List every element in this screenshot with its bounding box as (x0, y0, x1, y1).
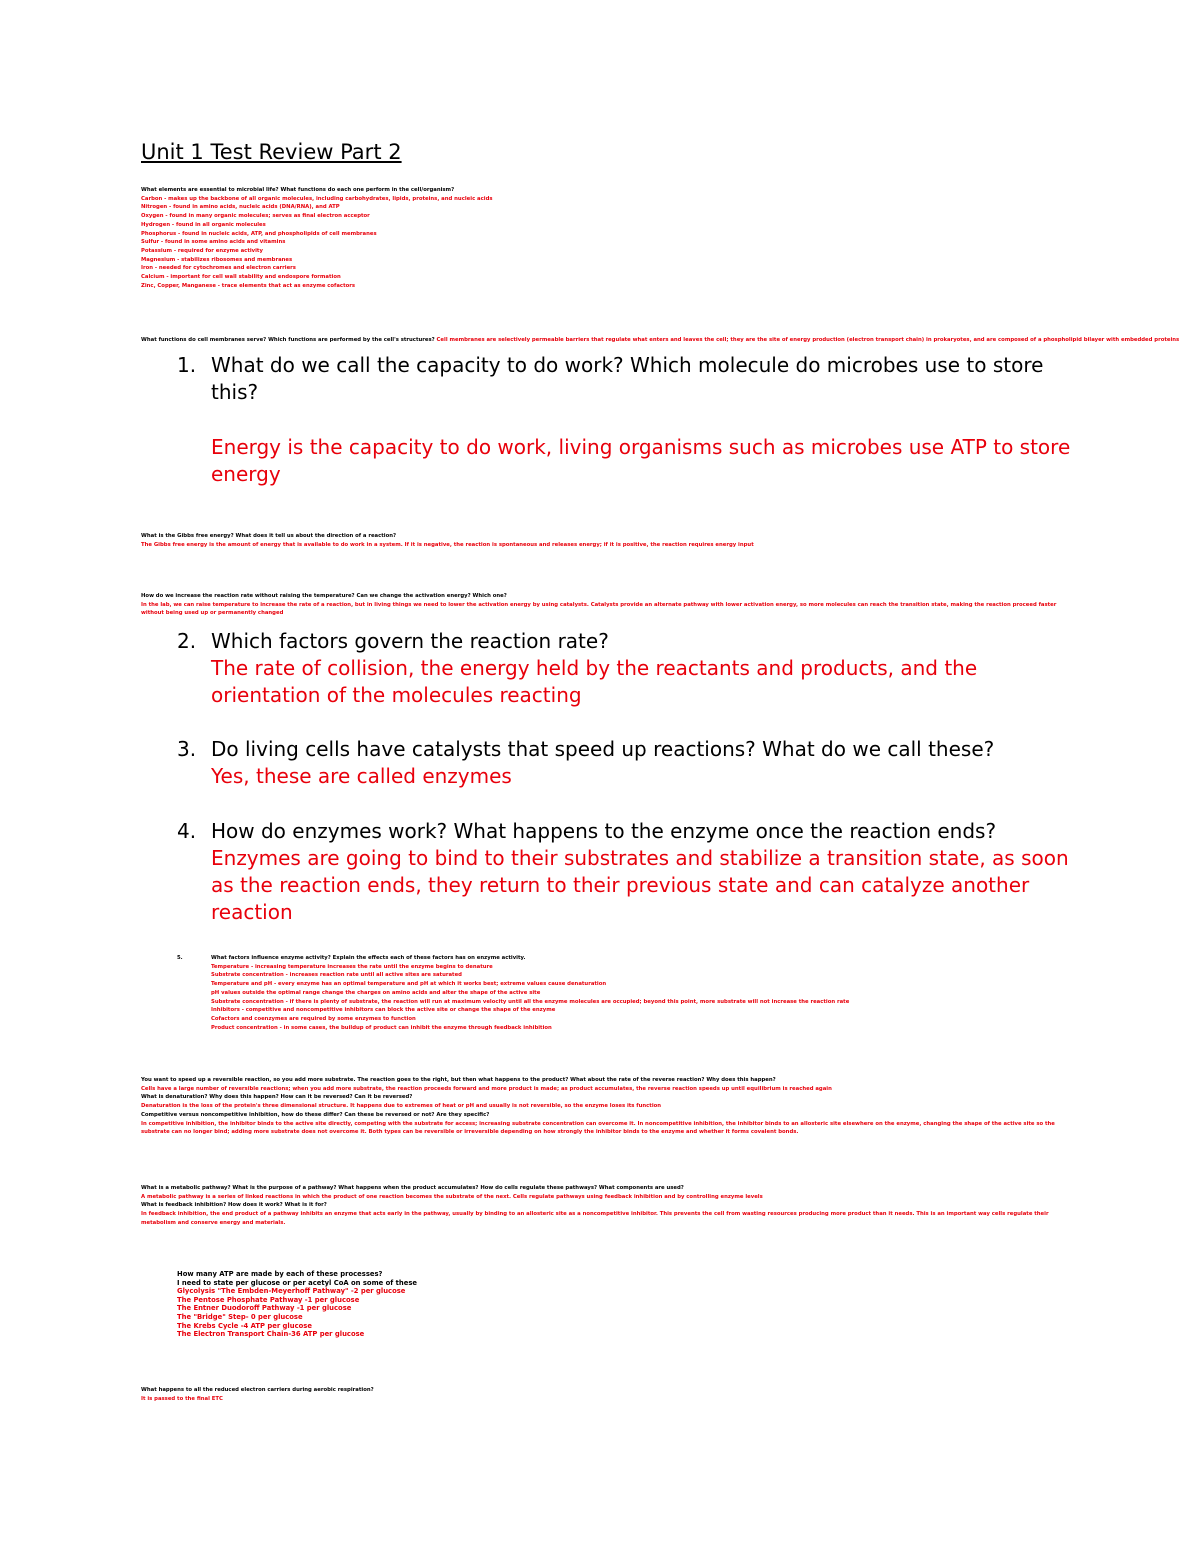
atp-item: The Pentose Phosphate Pathway -1 per glucose (177, 1295, 360, 1304)
elements-question: What elements are essential to microbial life? What functions do each one perform in the cell/organism? (141, 187, 455, 193)
question-number: 4. (177, 819, 197, 843)
pathway-answer: In feedback inhibition, the end product of a pathway inhibits an enzyme that acts early in the pathway, usually by binding to an allosteric site as a noncompetitive inhibitor. This prevents the cell from wasting resources producing more product than it needs. This is an important way cells regulate their metabolism and conserve energy and materials. (141, 1211, 1049, 1226)
question-text: What do we call the capacity to do work? Which molecule do microbes use to store this? (211, 353, 1044, 404)
elements-answer-line: Magnesium - stabilizes ribosomes and membranes (141, 256, 293, 263)
inhibition-answer: In competitive inhibition, the inhibitor binds to the active site directly, competing with the substrate for access; increasing substrate concentration can overcome it. In noncompetitive inhibition, the inhibitor binds to an allosteric site elsewhere on the enzyme, changing the shape of the active site so the substrate can no longer bind; adding more substrate does not overcome it. Both types can be reversible or irreversible depending on how strongly the inhibitor binds to the enzyme and whether it forms covalent bonds. (141, 1120, 1055, 1136)
question-number: 1. (177, 353, 197, 377)
membrane-answer: Cell membranes are selectively permeable barriers that regulate what enters and leaves the cell; they are the site of energy production (electron transport chain) in prokaryotes, and are composed of a phospholipid bilayer with embedded proteins (436, 337, 1180, 343)
answer-text: The rate of collision, the energy held by the reactants and products, and the orientation of the molecules reacting (211, 656, 978, 707)
gibbs-answer: The Gibbs free energy is the amount of energy that is available to do work in a system. If it is negative, the reaction is spontaneous and releases energy; if it is positive, the reaction requires energy input (141, 541, 754, 548)
elements-answer-line: Nitrogen - found in amino acids, nucleic acids (DNA/RNA), and ATP (141, 204, 340, 211)
answer-line: pH values outside the optimal range change the charges on amino acids and alter the shape of the active site (211, 989, 541, 996)
activation-answer: In the lab, we can raise temperature to increase the rate of a reaction, but in living things we need to lower the activation energy by using catalysts. Catalysts provide an alternate pathway with lower activation energy, so more molecules can reach the transition state, making the reaction proceed faster without being used up or permanently changed (141, 601, 1057, 617)
elements-answer-line: Iron - needed for cytochromes and electron carriers (141, 265, 296, 272)
elements-answer-line: Hydrogen - found in all organic molecules (141, 221, 266, 228)
elements-answer-line: Potassium - required for enzyme activity (141, 247, 263, 254)
atp-section (177, 1270, 577, 1339)
answer-text: Enzymes are going to bind to their substrates and stabilize a transition state, as soon as the reaction ends, they return to their previous state and can catalyze another reaction (211, 846, 1069, 924)
elements-answer-line: Phosphorus - found in nucleic acids, ATP, and phospholipids of cell membranes (141, 230, 377, 237)
pathway-question: What is feedback inhibition? How does it work? What is it for? (141, 1202, 327, 1209)
answer-line: Substrate concentration - if there is plenty of substrate, the reaction will run at maximum velocity until all the enzyme molecules are occupied; beyond this point, more substrate will not increase the reaction rate (211, 998, 850, 1005)
question-text: How do enzymes work? What happens to the enzyme once the reaction ends? (211, 819, 997, 843)
answer-line: Product concentration - in some cases, the buildup of product can inhibit the enzyme through feedback inhibition (211, 1024, 552, 1031)
answer-line: Temperature - increasing temperature increases the rate until the enzyme begins to denature (211, 963, 493, 970)
carrier-answer: It is passed to the final ETC (141, 1395, 223, 1402)
activation-energy-section (141, 592, 1061, 618)
question-text: Do living cells have catalysts that speed up reactions? What do we call these? (211, 737, 995, 761)
elements-answer-line: Oxygen - found in many organic molecules; serves as final electron acceptor (141, 213, 370, 220)
question-text: What factors influence enzyme activity? Explain the effects each of these factors has on enzyme activity. (211, 955, 526, 961)
membrane-section (141, 336, 1180, 345)
inhibition-question: You want to speed up a reversible reaction, so you add more substrate. The reaction goes to the right, but then what happens to the product? What about the rate of the reverse reaction? Why does this happen? (141, 1077, 776, 1083)
carrier-question: What happens to all the reduced electron carriers during aerobic respiration? (141, 1387, 374, 1393)
elements-answer-line: Carbon - makes up the backbone of all organic molecules, including carbohydrates, lipids, proteins, and nucleic acids (141, 195, 493, 202)
answer-text: Yes, these are called enzymes (211, 764, 512, 788)
question-number: 3. (177, 737, 197, 761)
electron-carrier-section (141, 1386, 1061, 1403)
elements-answer-line: Zinc, Copper, Manganese - trace elements that act as enzyme cofactors (141, 282, 356, 289)
answer-line: Cofactors and coenzymes are required by some enzymes to function (211, 1015, 416, 1022)
atp-item: The Krebs Cycle -4 ATP per glucose (177, 1321, 312, 1330)
pathway-answer: A metabolic pathway is a series of linked reactions in which the product of one reaction becomes the substrate of the next. Cells regulate pathways using feedback inhibition and by controlling enzyme levels (141, 1193, 763, 1200)
answer-line: Substrate concentration - increases reaction rate until all active sites are saturated (211, 972, 462, 979)
elements-section (141, 186, 1061, 290)
activation-question: How do we increase the reaction rate without raising the temperature? Can we change the activation energy? Which one? (141, 593, 507, 599)
atp-item: Glycolysis "The Embden-Meyerhoff Pathway" -2 per glucose (177, 1287, 406, 1296)
question-4 (211, 818, 1071, 926)
answer-text: Energy is the capacity to do work, living organisms such as microbes use ATP to store energy (211, 435, 1071, 486)
atp-note: I need to state per glucose or per acetyl CoA on some of these (177, 1278, 417, 1287)
inhibition-question: Competitive versus noncompetitive inhibition, how do these differ? Can these be reversed or not? Are they specific? (141, 1111, 490, 1118)
question-text: Which factors govern the reaction rate? (211, 629, 609, 653)
inhibition-section (141, 1076, 1059, 1137)
membrane-question: What functions do cell membranes serve? Which functions are performed by the cell's structures? (141, 337, 435, 343)
inhibition-answer: Cells have a large number of reversible reactions; when you add more substrate, the reaction proceeds forward and more product is made; as product accumulates, the reverse reaction speeds up until equilibrium is reached again (141, 1085, 832, 1092)
question-3 (211, 736, 1071, 790)
question-number: 2. (177, 629, 197, 653)
pathway-question: What is a metabolic pathway? What is the purpose of a pathway? What happens when the product accumulates? How do cells regulate these pathways? What components are used? (141, 1185, 684, 1191)
atp-item: The Entner Duodoroff Pathway -1 per glucose (177, 1304, 352, 1313)
answer-line: Temperature and pH - every enzyme has an optimal temperature and pH at which it works best; extreme values cause denaturation (211, 981, 607, 988)
elements-answer-line: Sulfur - found in some amino acids and vitamins (141, 239, 286, 246)
question-2 (211, 628, 1071, 709)
gibbs-question: What is the Gibbs free energy? What does it tell us about the direction of a reaction? (141, 533, 397, 539)
atp-item: The Electron Transport Chain-36 ATP per glucose (177, 1330, 365, 1339)
atp-question: How many ATP are made by each of these processes? (177, 1270, 383, 1278)
inhibition-question: What is denaturation? Why does this happen? How can it be reversed? Can it be reversed? (141, 1094, 413, 1101)
pathway-section (141, 1184, 1059, 1227)
question-1 (211, 352, 1071, 488)
page-title: Unit 1 Test Review Part 2 (141, 140, 402, 164)
elements-answer-line: Calcium - important for cell wall stability and endospore formation (141, 274, 341, 281)
atp-item: The "Bridge" Step- 0 per glucose (177, 1312, 303, 1321)
question-number: 5. (177, 955, 183, 961)
gibbs-section (141, 532, 1061, 549)
inhibition-answer: Denaturation is the loss of the protein's three dimensional structure. It happens due to extremes of heat or pH and usually is not reversible, so the enzyme loses its function (141, 1103, 662, 1110)
question-5 (211, 954, 911, 1032)
answer-line: Inhibitors - competitive and noncompetitive inhibitors can block the active site or change the shape of the enzyme (211, 1007, 556, 1014)
